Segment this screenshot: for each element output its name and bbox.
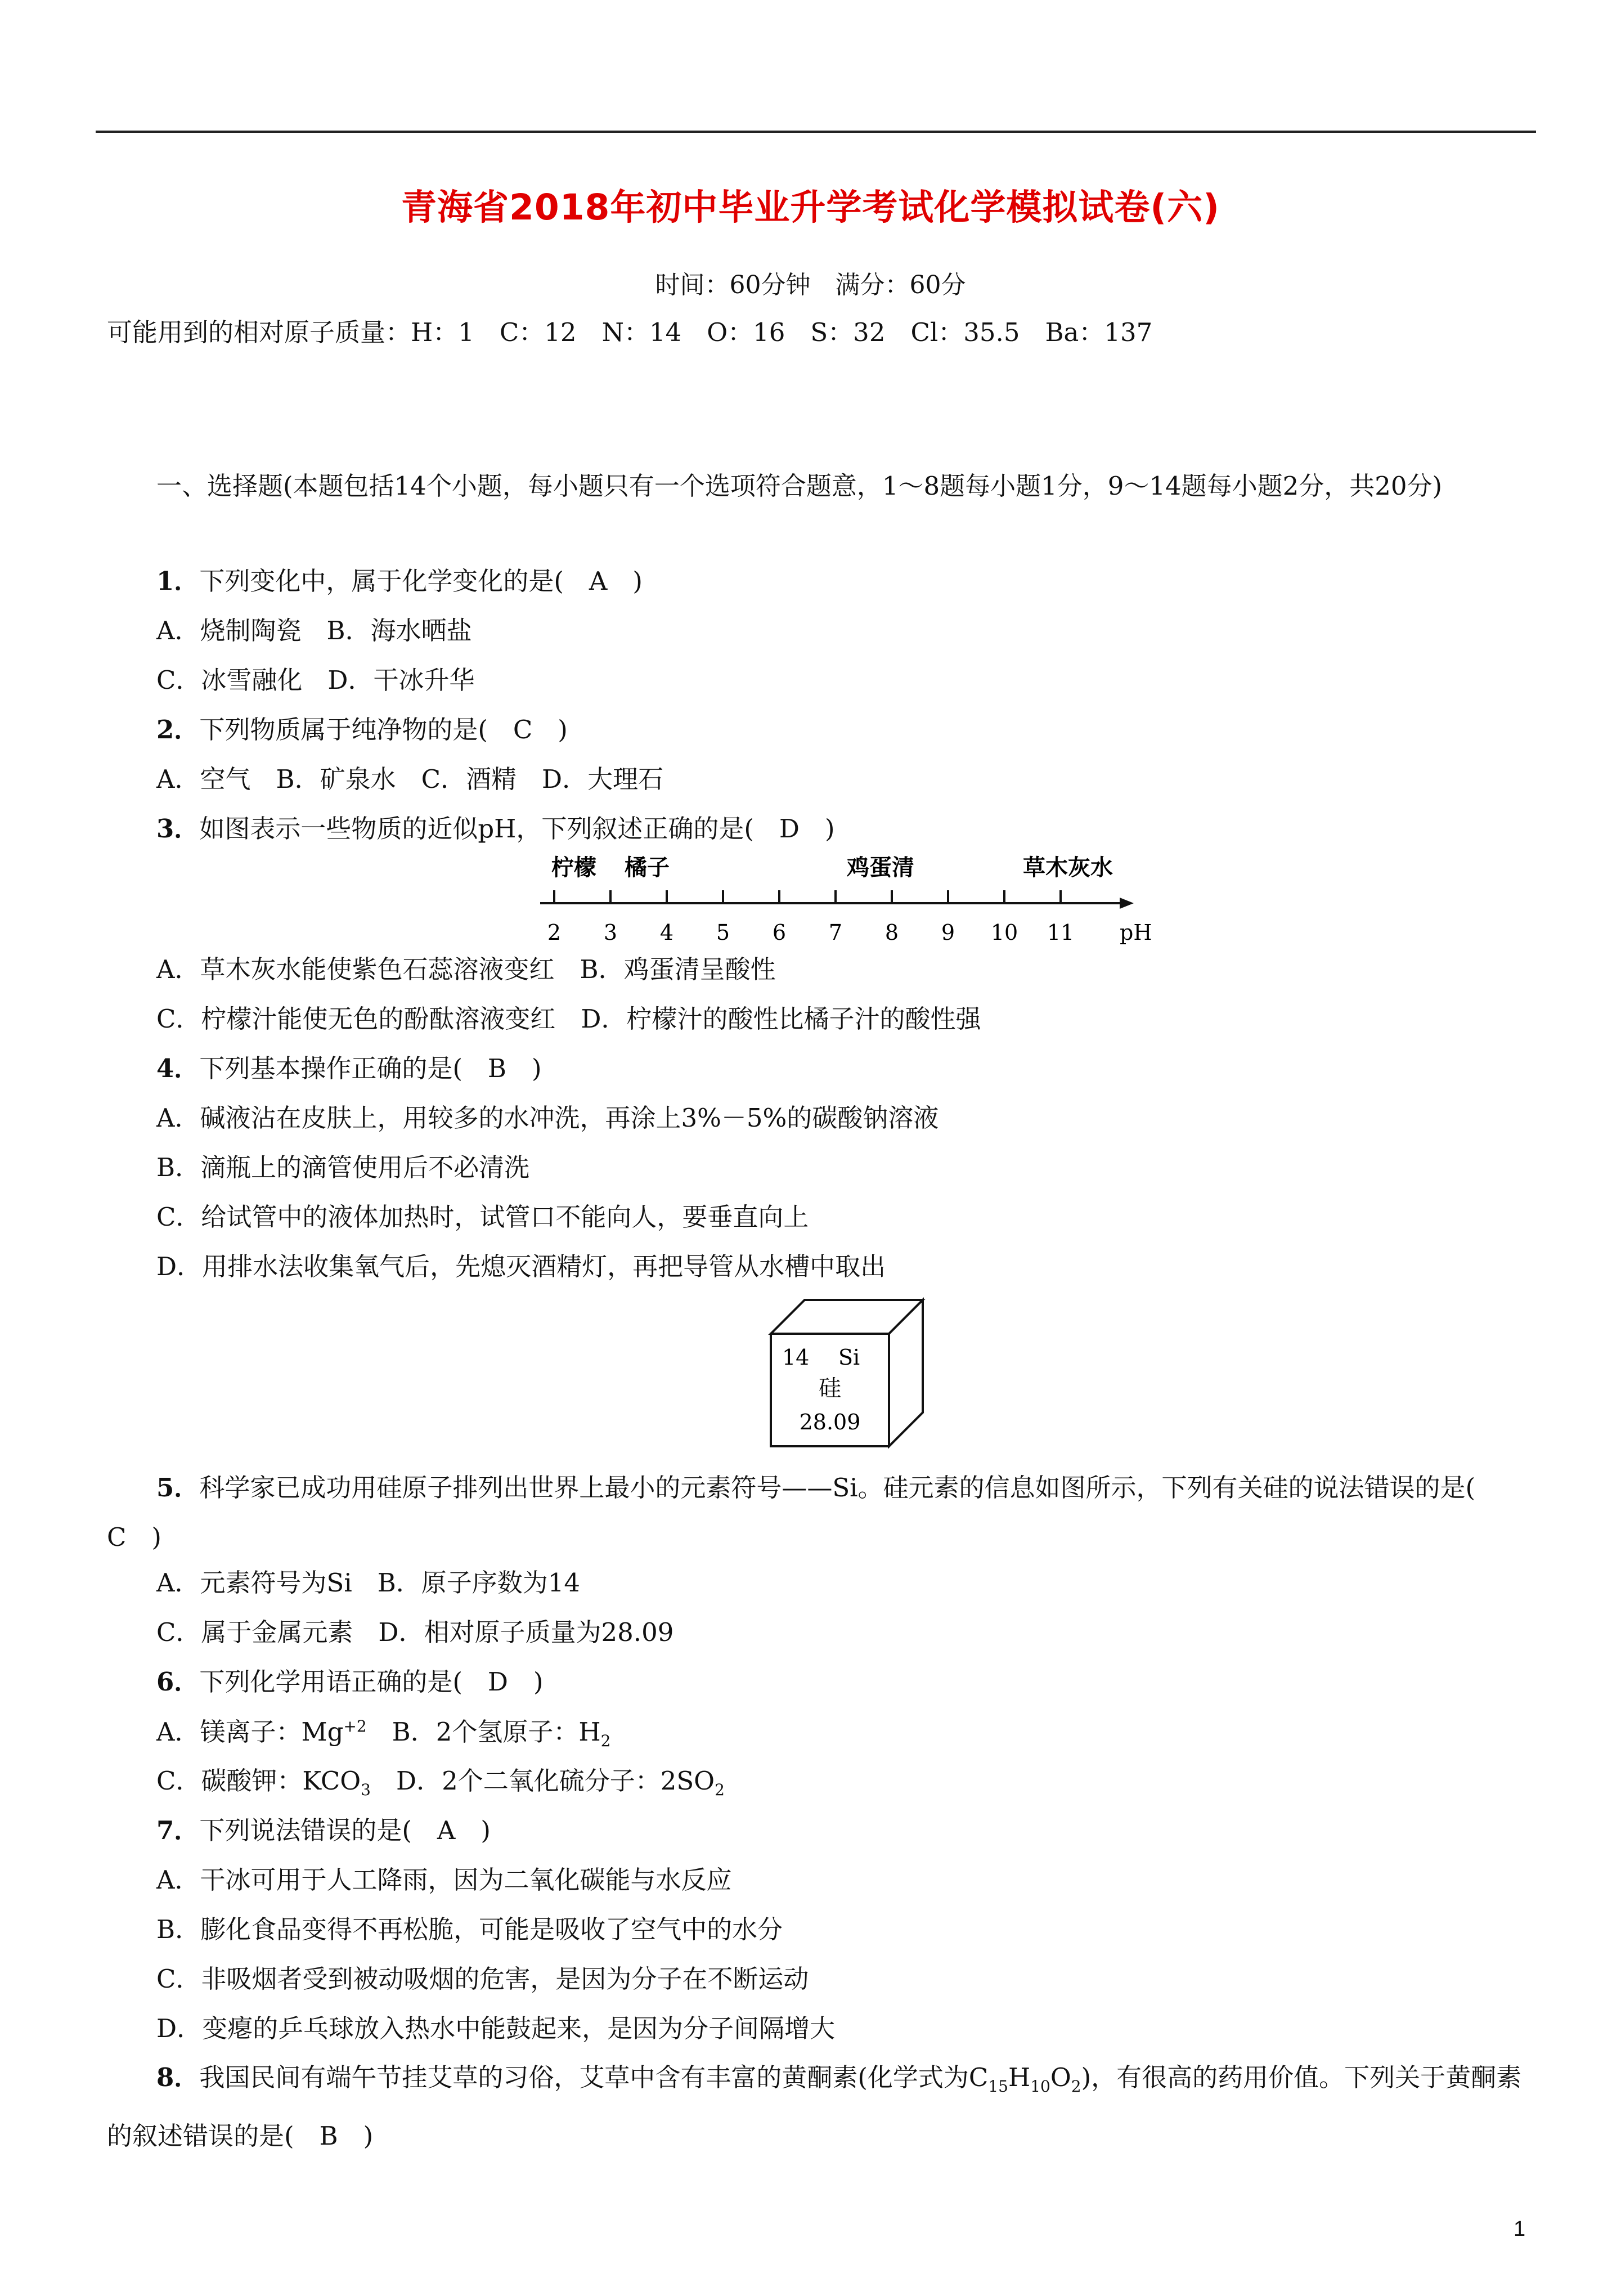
ph-tick-label: 4 <box>659 920 674 945</box>
ph-axis-arrow <box>1120 898 1134 909</box>
ph-tick-label: 10 <box>990 920 1018 945</box>
question-stem: 如图表示一些物质的近似pH，下列叙述正确的是( D ) <box>199 814 835 844</box>
exam-title: 青海省2018年初中毕业升学考试化学模拟试卷(六) <box>401 187 1220 228</box>
ph-scale-figure <box>523 850 1153 951</box>
q6-option-c: C．碳酸钾：KCO <box>156 1766 361 1796</box>
question-stem: 我国民间有端午节挂艾草的习俗，艾草中含有丰富的黄酮素(化学式为C <box>199 2062 989 2092</box>
ph-label-lemon: 柠檬 <box>551 854 596 881</box>
subscript: 2 <box>600 1732 611 1750</box>
question-6 <box>156 1667 544 1697</box>
page-number: 1 <box>1514 2217 1526 2241</box>
element-atomic-number: 14 <box>782 1345 810 1370</box>
ph-tick-label: 3 <box>603 920 618 945</box>
atomic-masses: 可能用到的相对原子质量：H：1 C：12 N：14 O：16 S：32 Cl：35.5 Ba：137 <box>107 317 1153 347</box>
question-number: 2． <box>156 715 200 745</box>
question-number: 4． <box>156 1053 200 1083</box>
question-number: 8． <box>156 2062 200 2092</box>
formula-part: H <box>1008 2062 1031 2092</box>
q4-option-b: B．滴瓶上的滴管使用后不必清洗 <box>156 1153 530 1182</box>
element-symbol: Si <box>838 1345 860 1370</box>
question-4 <box>156 1053 542 1083</box>
q6-option-a: A．镁离子：Mg <box>156 1717 344 1747</box>
ph-label-orange: 橘子 <box>625 854 670 881</box>
ph-tick-label: 9 <box>941 920 955 945</box>
question-5 <box>107 1463 1525 1562</box>
question-1 <box>156 568 643 594</box>
question-2 <box>156 715 568 745</box>
ph-tick-label: 7 <box>828 920 843 945</box>
question-stem-end: )，有很高的药用价值。下列关于黄酮素的叙述错误的是( B ) <box>107 2062 1522 2151</box>
question-number: 6． <box>156 1667 200 1697</box>
ph-tick-label: 2 <box>547 920 562 945</box>
q6-options-ab <box>156 1719 610 1749</box>
q6-option-b: B．2个氢原子：H <box>366 1717 601 1747</box>
header-rule <box>96 131 1536 133</box>
question-8 <box>107 2053 1525 2161</box>
question-number: 7． <box>156 1815 200 1845</box>
question-number: 1． <box>156 566 200 596</box>
section-heading: 一、选择题(本题包括14个小题，每小题只有一个选项符合题意，1～8题每小题1分，9～14题每小题2分，共20分) <box>156 471 1443 501</box>
q3-options-ab: A．草木灰水能使紫色石蕊溶液变红 B．鸡蛋清呈酸性 <box>156 954 776 984</box>
q7-option-b: B．膨化食品变得不再松脆，可能是吸收了空气中的水分 <box>156 1914 783 1944</box>
subscript: 2 <box>1071 2077 1081 2096</box>
question-stem: 下列化学用语正确的是( D ) <box>199 1667 544 1697</box>
question-number: 5． <box>156 1473 200 1503</box>
q6-options-cd <box>156 1768 725 1798</box>
time-info: 时间：60分钟 满分：60分 <box>655 271 966 299</box>
question-number: 3． <box>156 814 200 844</box>
question-stem: 科学家已成功用硅原子排列出世界上最小的元素符号——Si。硅元素的信息如图所示，下列有关硅的说法错误的是( C ) <box>107 1473 1501 1552</box>
element-atomic-mass: 28.09 <box>799 1410 861 1434</box>
subscript: 10 <box>1030 2077 1050 2096</box>
question-3 <box>156 814 835 844</box>
charge-superscript: +2 <box>343 1717 367 1736</box>
question-stem: 下列基本操作正确的是( B ) <box>199 1053 542 1083</box>
ph-tick-label: 8 <box>884 920 899 945</box>
q4-option-a: A．碱液沾在皮肤上，用较多的水冲洗，再涂上3%－5%的碳酸钠溶液 <box>156 1103 939 1133</box>
ph-label-plant-ash-water: 草木灰水 <box>1023 854 1113 881</box>
question-stem: 下列说法错误的是( A ) <box>199 1815 491 1845</box>
question-7 <box>156 1815 491 1845</box>
element-name: 硅 <box>819 1375 841 1401</box>
q5-options-ab: A．元素符号为Si B．原子序数为14 <box>156 1568 581 1598</box>
subscript: 15 <box>988 2077 1008 2096</box>
q4-option-d: D．用排水法收集氧气后，先熄灭酒精灯，再把导管从水槽中取出 <box>156 1252 886 1281</box>
silicon-element-box <box>765 1294 928 1452</box>
ph-tick-label: 6 <box>772 920 787 945</box>
question-stem: 下列变化中，属于化学变化的是( A ) <box>199 566 643 596</box>
formula-part: O <box>1050 2062 1071 2092</box>
q1-options-cd: C．冰雪融化 D．干冰升华 <box>156 665 475 695</box>
q3-options-cd: C．柠檬汁能使无色的酚酞溶液变红 D．柠檬汁的酸性比橘子汁的酸性强 <box>156 1004 981 1034</box>
ph-tick-label: 5 <box>716 920 730 945</box>
q7-option-d: D．变瘪的乒乓球放入热水中能鼓起来，是因为分子间隔增大 <box>156 2014 836 2043</box>
ph-tick-label: 11 <box>1047 920 1075 945</box>
question-stem: 下列物质属于纯净物的是( C ) <box>199 715 568 745</box>
subscript: 2 <box>715 1781 725 1799</box>
subscript: 3 <box>361 1781 371 1799</box>
q5-options-cd: C．属于金属元素 D．相对原子质量为28.09 <box>156 1617 674 1647</box>
q4-option-c: C．给试管中的液体加热时，试管口不能向人，要垂直向上 <box>156 1202 809 1232</box>
q6-option-d: D．2个二氧化硫分子：2SO <box>371 1766 715 1796</box>
ph-axis-unit: pH <box>1120 920 1152 945</box>
q7-option-a: A．干冰可用于人工降雨，因为二氧化碳能与水反应 <box>156 1865 732 1895</box>
ph-label-egg-white: 鸡蛋清 <box>847 854 914 881</box>
q1-options-ab: A．烧制陶瓷 B．海水晒盐 <box>156 616 472 645</box>
q2-options: A．空气 B．矿泉水 C．酒精 D．大理石 <box>156 764 664 794</box>
q7-option-c: C．非吸烟者受到被动吸烟的危害，是因为分子在不断运动 <box>156 1964 809 1994</box>
